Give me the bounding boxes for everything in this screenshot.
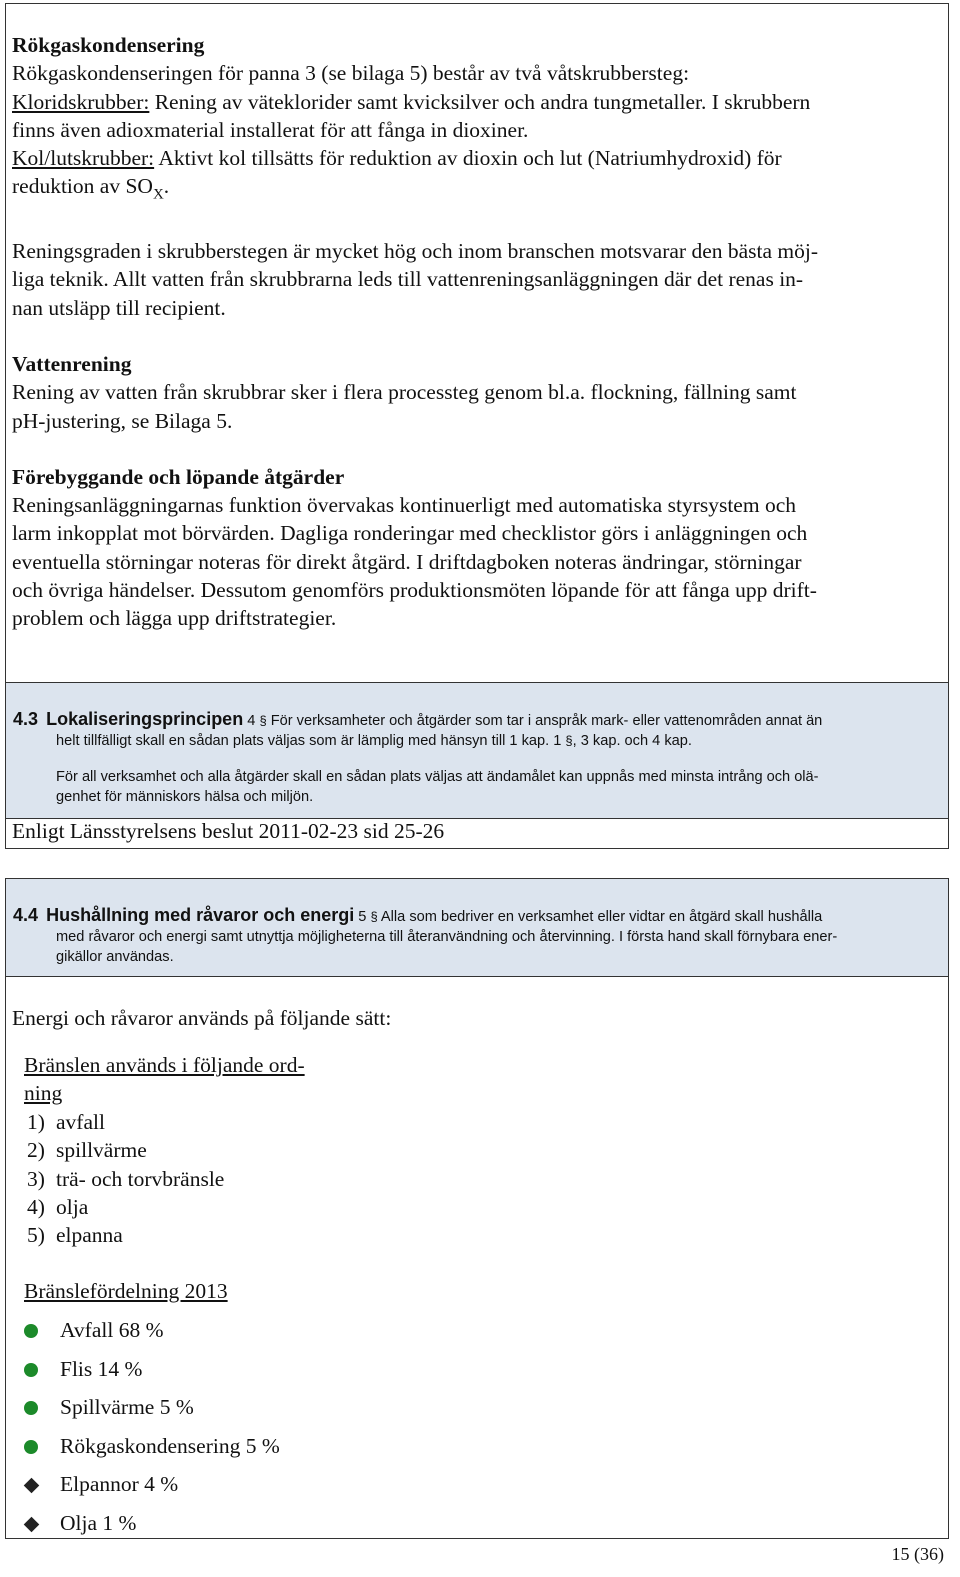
paragraph-sign: § xyxy=(565,733,573,748)
section-4-3-ref: 4 xyxy=(243,713,260,729)
kol-line-2 xyxy=(12,172,942,209)
section-4-4-box xyxy=(5,878,949,977)
section-4-3-para1-c: , 3 kap. och 4 kap. xyxy=(572,733,692,749)
section-4-4-number: 4.4 xyxy=(13,905,39,925)
heading-rokgaskondensering: Rökgaskondensering xyxy=(12,33,205,57)
heading-vattenrening: Vattenrening xyxy=(12,351,132,376)
dist-heading: Bränslefördelning 2013 xyxy=(24,1279,228,1303)
section-4-3-title: Lokaliseringsprincipen xyxy=(46,709,244,729)
kol-line-1 xyxy=(12,144,942,172)
order-heading-1: Bränslen används i följande ord- xyxy=(24,1053,305,1077)
forebygg-5: problem och lägga upp driftstrategier. xyxy=(12,606,337,631)
section-4-3-para-2a: För all verksamhet och alla åtgärder skall en sådan plats väljas att ändamålet kan uppnås med minsta intrång och olä- xyxy=(56,769,819,785)
reningsgrad-1: Reningsgraden i skrubberstegen är mycket hög och inom branschen motsvarar den bästa möj- xyxy=(12,239,819,264)
dist-item: Elpannor 4 % xyxy=(60,1472,179,1496)
section-4-4-para-a xyxy=(13,905,943,927)
order-item-text: trä- och torvbränsle xyxy=(56,1166,225,1191)
kol-text-2: reduktion av SO xyxy=(12,174,153,199)
section-4-4-title: Hushållning med råvaror och energi xyxy=(46,905,355,925)
paragraph-sign: § xyxy=(259,713,267,728)
section-4-4-para-b: med råvaror och energi samt utnyttja möjligheterna till återanvändning och återvinning. I första hand skall förnybara ener- xyxy=(56,929,838,945)
forebygg-1: Reningsanläggningarnas funktion övervakas kontinuerligt med automatiska styrsystem och xyxy=(12,493,796,518)
dist-item: Spillvärme 5 % xyxy=(60,1395,194,1419)
forebygg-4: och övriga händelser. Dessutom genomförs produktionsmöten löpande för att fånga upp drift- xyxy=(12,578,817,603)
green-bullet-icon xyxy=(24,1440,38,1454)
order-item-number: 1) xyxy=(27,1110,45,1134)
forebygg-2: larm inkopplat mot börvärden. Dagliga ronderingar med checklistor görs i anläggningen och xyxy=(12,521,808,546)
section-4-4-para-a-text: Alla som bedriver en verksamhet eller vidtar en åtgärd skall hushålla xyxy=(377,909,823,925)
forebygg-3: eventuella störningar noteras för direkt åtgärd. I driftdagboken noteras ändringar, störningar xyxy=(12,549,802,574)
order-item-number: 5) xyxy=(27,1223,45,1248)
dist-item: Flis 14 % xyxy=(60,1356,143,1381)
section-rokgas-content xyxy=(12,31,942,633)
klorid-text-1: Rening av väteklorider samt kvicksilver och andra tungmetaller. I skrubbern xyxy=(149,89,811,114)
order-heading-2: ning xyxy=(24,1081,63,1105)
section-4-3-answer: Enligt Länsstyrelsens beslut 2011-02-23 sid 25-26 xyxy=(12,819,445,843)
klorid-line-2: finns även adioxmaterial installerat för att fånga in dioxiner. xyxy=(12,117,529,142)
green-bullet-icon xyxy=(24,1401,38,1415)
energy-intro: Energi och råvaror används på följande sätt: xyxy=(12,1006,392,1030)
kol-end: . xyxy=(163,174,170,199)
rokgas-intro: Rökgaskondenseringen för panna 3 (se bilaga 5) består av två våtskrubbersteg: xyxy=(12,61,690,86)
green-bullet-icon xyxy=(24,1324,38,1338)
paragraph-sign: § xyxy=(370,909,378,924)
order-item-text: elpanna xyxy=(56,1223,123,1248)
vatten-2: pH-justering, se Bilaga 5. xyxy=(12,408,233,433)
page-number: 15 (36) xyxy=(891,1544,944,1564)
kol-text-1: Aktivt kol tillsätts för reduktion av dioxin och lut (Natriumhydroxid) för xyxy=(154,146,782,171)
order-item-text: avfall xyxy=(56,1110,105,1134)
green-bullet-icon xyxy=(24,1363,38,1377)
section-4-3-para1-a: För verksamheter och åtgärder som tar i anspråk mark- eller vattenområden annat än xyxy=(266,713,823,729)
spacer xyxy=(12,209,942,237)
section-4-3-para-1b xyxy=(13,731,943,751)
section-4-4-header xyxy=(13,905,943,967)
section-4-4-para-c: gikällor användas. xyxy=(56,949,174,965)
klorid-label: Kloridskrubber: xyxy=(12,89,150,114)
dist-item: Rökgaskondensering 5 % xyxy=(60,1433,280,1458)
heading-forebyggande: Förebyggande och löpande åtgärder xyxy=(12,464,345,489)
spacer xyxy=(12,435,942,463)
reningsgrad-2: liga teknik. Allt vatten från skrubbrarna leds till vattenreningsanläggningen där det renas in- xyxy=(12,267,804,292)
dist-item: Avfall 68 % xyxy=(60,1318,164,1342)
order-item-number: 4) xyxy=(27,1194,45,1219)
section-4-3-header xyxy=(13,709,943,807)
reningsgrad-3: nan utsläpp till recipient. xyxy=(12,295,226,320)
order-item-number: 3) xyxy=(27,1166,45,1191)
order-item-text: olja xyxy=(56,1194,89,1219)
section-4-3-para1-b: helt tillfälligt skall en sådan plats väljas som är lämplig med hänsyn till 1 kap. 1 xyxy=(56,733,566,749)
section-4-3-box xyxy=(5,682,949,819)
section-4-3-para-2b: genhet för människors hälsa och miljön. xyxy=(56,789,314,805)
spacer xyxy=(12,322,942,350)
order-item-number: 2) xyxy=(27,1138,45,1163)
order-item-text: spillvärme xyxy=(56,1138,147,1163)
section-4-3-number: 4.3 xyxy=(13,709,39,729)
kol-label: Kol/lutskrubber: xyxy=(12,146,155,171)
section-4-4-ref: 5 xyxy=(354,909,371,925)
dist-item: Olja 1 % xyxy=(60,1510,137,1535)
section-4-3-answer-box xyxy=(5,818,949,849)
kol-sub: X xyxy=(152,186,164,203)
vatten-1: Rening av vatten från skrubbrar sker i flera processteg genom bl.a. flockning, fällning samt xyxy=(12,380,797,405)
section-4-3-para-1 xyxy=(13,709,943,731)
klorid-line-1 xyxy=(12,88,942,116)
